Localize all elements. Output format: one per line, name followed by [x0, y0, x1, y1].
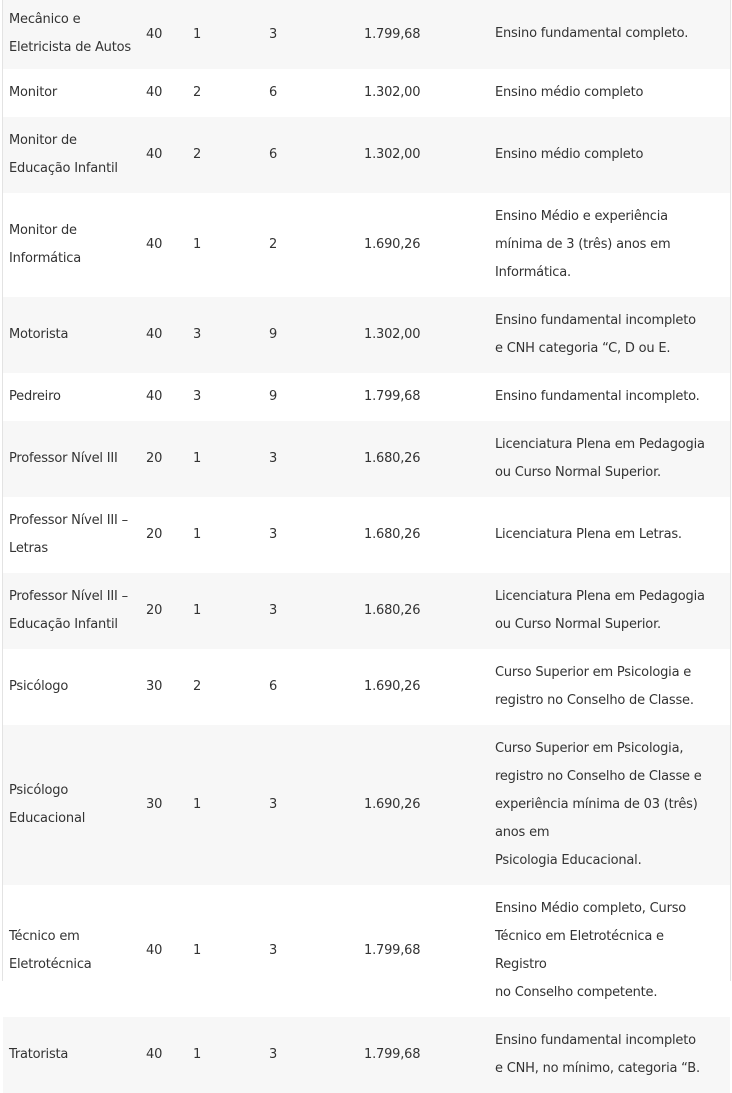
ac-cell: 2 [193, 649, 269, 725]
cargo-cell [3, 649, 146, 725]
requirement-cell-line: Ensino Médio completo, Curso [495, 901, 687, 916]
cargo-cell-line: Psicólogo [9, 679, 69, 694]
salary-cell: 1.302,00 [364, 69, 495, 117]
requirement-cell-line: Ensino fundamental completo. [495, 26, 689, 41]
ac-cell: 1 [193, 497, 269, 573]
requirement-cell-line: Ensino fundamental incompleto [495, 313, 696, 328]
requirement-cell-line: Licenciatura Plena em Pedagogia [495, 437, 705, 452]
requirement-cell-line: Ensino Médio e experiência [495, 209, 668, 224]
ac-cell: 2 [193, 117, 269, 193]
requirement-cell [495, 649, 730, 725]
table-row [3, 885, 730, 1017]
vacancies-cell: 3 [269, 421, 364, 497]
requirement-cell [495, 885, 730, 1017]
requirement-cell-line: e CNH, no mínimo, categoria “B. [495, 1061, 700, 1076]
cargo-cell-line: Professor Nível III [9, 451, 118, 466]
hours-cell: 40 [146, 885, 193, 1017]
requirement-cell [495, 421, 730, 497]
requirement-cell-line: ou Curso Normal Superior. [495, 465, 661, 480]
table-row [3, 193, 730, 297]
hours-cell: 40 [146, 373, 193, 421]
vacancies-cell: 3 [269, 1017, 364, 1093]
cargo-cell [3, 373, 146, 421]
table-row [3, 573, 730, 649]
vacancies-cell: 9 [269, 373, 364, 421]
requirement-cell-line: no Conselho competente. [495, 985, 658, 1000]
requirement-cell [495, 373, 730, 421]
table-body [3, 0, 730, 1093]
hours-cell: 40 [146, 0, 193, 69]
cargo-cell-line: Professor Nível III – [9, 589, 128, 604]
requirement-cell [495, 497, 730, 573]
vacancies-cell: 3 [269, 573, 364, 649]
cargo-cell-line: Eletrotécnica [9, 957, 92, 972]
hours-cell: 30 [146, 725, 193, 885]
hours-cell: 40 [146, 1017, 193, 1093]
table-row [3, 373, 730, 421]
requirement-cell-line: Psicologia Educacional. [495, 853, 642, 868]
cargo-cell-line: Pedreiro [9, 389, 61, 404]
requirement-cell-line: Licenciatura Plena em Pedagogia [495, 589, 705, 604]
ac-cell: 3 [193, 297, 269, 373]
salary-cell: 1.799,68 [364, 373, 495, 421]
hours-cell: 20 [146, 497, 193, 573]
cargo-cell-line: Monitor de [9, 223, 77, 238]
vacancies-cell: 6 [269, 649, 364, 725]
cargo-cell-line: Técnico em [9, 929, 80, 944]
table-row [3, 421, 730, 497]
table-row [3, 649, 730, 725]
cargo-cell-line: Professor Nível III – [9, 513, 128, 528]
requirement-cell [495, 193, 730, 297]
vacancies-cell: 3 [269, 885, 364, 1017]
requirement-cell-line: mínima de 3 (três) anos em [495, 237, 671, 252]
hours-cell: 20 [146, 421, 193, 497]
cargo-cell [3, 0, 146, 69]
requirement-cell-line: Ensino fundamental incompleto [495, 1033, 696, 1048]
table-row [3, 0, 730, 69]
salary-cell: 1.799,68 [364, 0, 495, 69]
ac-cell: 2 [193, 69, 269, 117]
cargo-cell-line: Educação Infantil [9, 617, 118, 632]
salary-cell: 1.690,26 [364, 193, 495, 297]
page [2, 0, 731, 1076]
cargo-cell-line: Educação Infantil [9, 161, 118, 176]
vacancies-cell: 6 [269, 69, 364, 117]
hours-cell: 40 [146, 117, 193, 193]
salary-cell: 1.680,26 [364, 573, 495, 649]
requirement-cell [495, 573, 730, 649]
requirement-cell-line: Curso Superior em Psicologia, [495, 741, 684, 756]
requirement-cell-line: registro no Conselho de Classe e [495, 769, 702, 784]
cargo-cell [3, 69, 146, 117]
requirement-cell-line: Técnico em Eletrotécnica e [495, 929, 664, 944]
hours-cell: 20 [146, 573, 193, 649]
requirement-cell [495, 117, 730, 193]
requirement-cell-line: Ensino médio completo [495, 147, 644, 162]
salary-cell: 1.680,26 [364, 421, 495, 497]
vacancies-cell: 3 [269, 725, 364, 885]
cargo-cell-line: Letras [9, 541, 48, 556]
vacancies-cell: 6 [269, 117, 364, 193]
ac-cell: 1 [193, 885, 269, 1017]
requirement-cell [495, 69, 730, 117]
cargo-cell-line: Eletricista de Autos [9, 40, 131, 55]
requirement-cell-line: Ensino fundamental incompleto. [495, 389, 700, 404]
ac-cell: 3 [193, 373, 269, 421]
table-row [3, 497, 730, 573]
cargo-cell-line: Educacional [9, 811, 86, 826]
requirement-cell [495, 297, 730, 373]
cargo-cell-line: Monitor [9, 85, 58, 100]
salary-cell: 1.302,00 [364, 297, 495, 373]
requirement-cell-line: ou Curso Normal Superior. [495, 617, 661, 632]
cargo-cell [3, 725, 146, 885]
table-row [3, 1017, 730, 1093]
hours-cell: 40 [146, 297, 193, 373]
table-row [3, 69, 730, 117]
table-row [3, 117, 730, 193]
vacancy-table [3, 0, 730, 1093]
cargo-cell [3, 117, 146, 193]
hours-cell: 40 [146, 69, 193, 117]
requirement-cell-line: Informática. [495, 265, 571, 280]
requirement-cell-line: Registro [495, 957, 547, 972]
salary-cell: 1.690,26 [364, 725, 495, 885]
vacancies-cell: 2 [269, 193, 364, 297]
ac-cell: 1 [193, 421, 269, 497]
cargo-cell-line: Tratorista [9, 1047, 69, 1062]
requirement-cell [495, 0, 730, 69]
cargo-cell [3, 885, 146, 1017]
salary-cell: 1.680,26 [364, 497, 495, 573]
ac-cell: 1 [193, 1017, 269, 1093]
cargo-cell [3, 421, 146, 497]
cargo-cell [3, 497, 146, 573]
cargo-cell-line: Motorista [9, 327, 69, 342]
requirement-cell [495, 1017, 730, 1093]
ac-cell: 1 [193, 725, 269, 885]
salary-cell: 1.302,00 [364, 117, 495, 193]
cargo-cell-line: Psicólogo [9, 783, 69, 798]
cargo-cell [3, 297, 146, 373]
table-row [3, 725, 730, 885]
cargo-cell-line: Mecânico e [9, 12, 81, 27]
requirement-cell-line: Curso Superior em Psicologia e [495, 665, 692, 680]
hours-cell: 30 [146, 649, 193, 725]
ac-cell: 1 [193, 193, 269, 297]
requirement-cell-line: experiência mínima de 03 (três) [495, 797, 698, 812]
vacancies-cell: 3 [269, 497, 364, 573]
requirement-cell-line: registro no Conselho de Classe. [495, 693, 694, 708]
salary-cell: 1.799,68 [364, 885, 495, 1017]
vacancies-cell: 3 [269, 0, 364, 69]
requirement-cell-line: anos em [495, 825, 550, 840]
salary-cell: 1.690,26 [364, 649, 495, 725]
ac-cell: 1 [193, 0, 269, 69]
cargo-cell [3, 573, 146, 649]
table-row [3, 297, 730, 373]
hours-cell: 40 [146, 193, 193, 297]
cargo-cell [3, 193, 146, 297]
requirement-cell-line: e CNH categoria “C, D ou E. [495, 341, 671, 356]
requirement-cell-line: Licenciatura Plena em Letras. [495, 527, 682, 542]
vacancies-cell: 9 [269, 297, 364, 373]
requirement-cell [495, 725, 730, 885]
cargo-cell-line: Monitor de [9, 133, 77, 148]
requirement-cell-line: Ensino médio completo [495, 85, 644, 100]
cargo-cell-line: Informática [9, 251, 81, 266]
cargo-cell [3, 1017, 146, 1093]
salary-cell: 1.799,68 [364, 1017, 495, 1093]
ac-cell: 1 [193, 573, 269, 649]
